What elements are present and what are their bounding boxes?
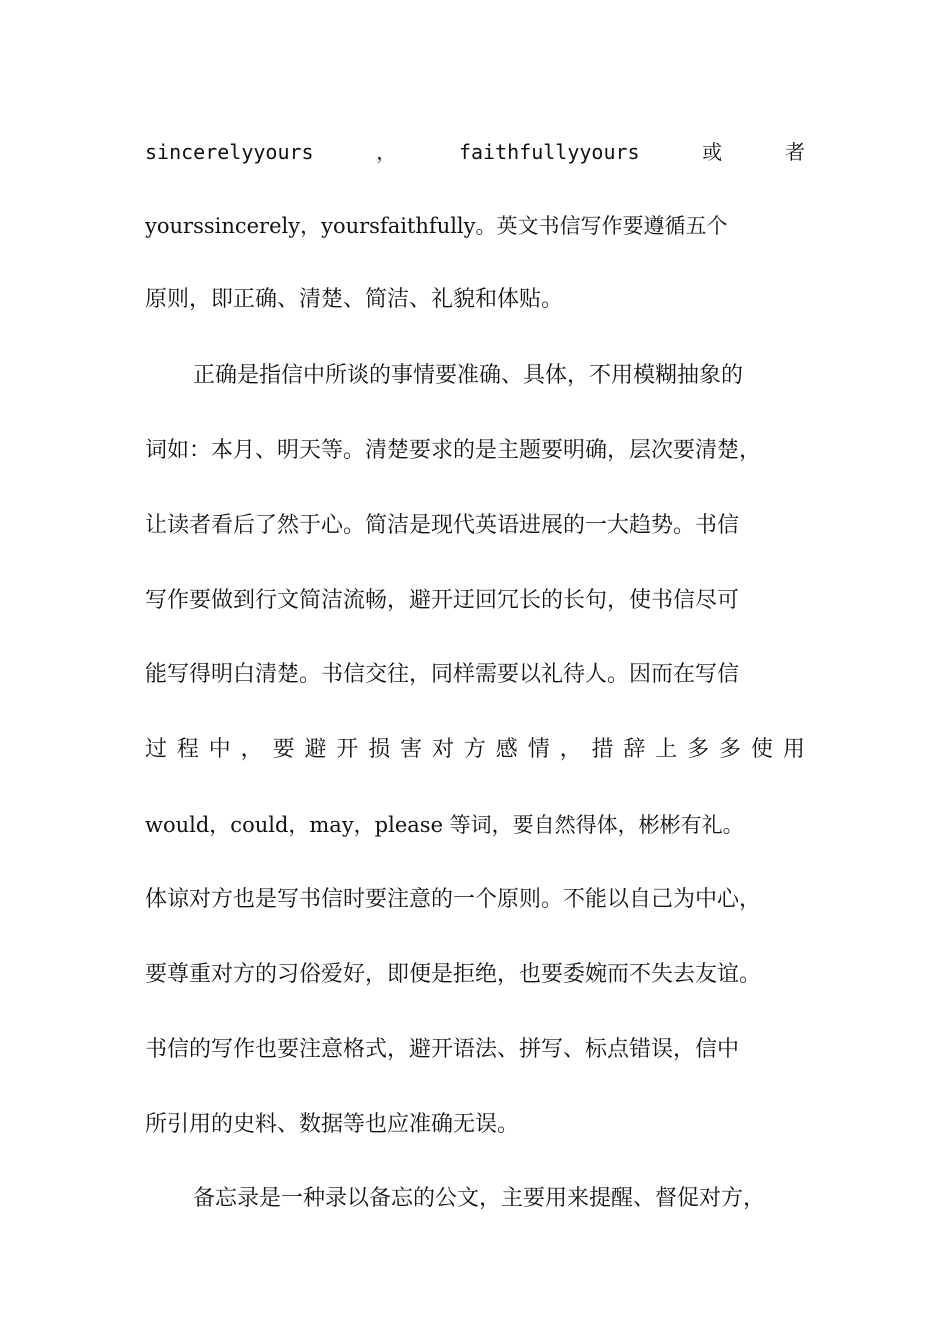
text-line-5: 词如：本月、明天等。清楚要求的是主题要明确，层次要清楚， xyxy=(145,438,762,463)
text-char: 措 xyxy=(591,737,614,762)
text-char: 避 xyxy=(304,737,327,762)
text-word: ， xyxy=(376,140,397,164)
text-char: 使 xyxy=(750,737,773,762)
text-line-1 xyxy=(145,137,805,167)
text-char: 对 xyxy=(432,737,455,762)
text-char: 损 xyxy=(368,737,391,762)
text-char: 要 xyxy=(272,737,295,762)
text-char: 辞 xyxy=(623,737,646,762)
text-char: 多 xyxy=(687,737,710,762)
text-char: ， xyxy=(559,737,582,762)
text-line-8: 能写得明白清楚。书信交往，同样需要以礼待人。因而在写信 xyxy=(145,662,740,687)
text-char: 上 xyxy=(655,737,678,762)
text-char: 程 xyxy=(176,737,199,762)
text-char: 方 xyxy=(463,737,486,762)
text-line-7: 写作要做到行文简洁流畅，避开迂回冗长的长句，使书信尽可 xyxy=(145,588,740,613)
text-line-11: 体谅对方也是写书信时要注意的一个原则。不能以自己为中心， xyxy=(145,887,762,912)
text-word: faithfullyyours xyxy=(458,140,640,164)
text-char: 中 xyxy=(208,737,231,762)
text-char: 过 xyxy=(145,737,168,762)
text-line-2: yourssincerely，yoursfaithfully。英文书信写作要遵循五个 xyxy=(145,214,728,238)
text-char: 感 xyxy=(495,737,518,762)
text-word: sincerelyyours xyxy=(145,140,314,164)
text-char: 开 xyxy=(336,737,359,762)
text-char: 情 xyxy=(527,737,550,762)
text-line-14: 所引用的史料、数据等也应准确无误。 xyxy=(145,1112,520,1137)
text-line-3: 原则，即正确、清楚、简洁、礼貌和体贴。 xyxy=(145,287,564,312)
text-line-9 xyxy=(145,735,805,765)
text-char: 多 xyxy=(719,737,742,762)
text-char: 害 xyxy=(400,737,423,762)
text-word: 者 xyxy=(784,140,805,164)
text-char: 用 xyxy=(782,737,805,762)
paragraph-first-line: 正确是指信中所谈的事情要准确、具体，不用模糊抽象的 xyxy=(193,363,744,388)
text-line-13: 书信的写作也要注意格式，避开语法、拼写、标点错误，信中 xyxy=(145,1037,740,1062)
text-char: ， xyxy=(240,737,263,762)
text-line-10: would，could，may，please 等词，要自然得体，彬彬有礼。 xyxy=(145,813,744,837)
text-line-12: 要尊重对方的习俗爱好，即便是拒绝，也要委婉而不失去友谊。 xyxy=(145,962,762,987)
paragraph-first-line: 备忘录是一种录以备忘的公文，主要用来提醒、督促对方， xyxy=(193,1186,766,1211)
text-line-6: 让读者看后了然于心。简洁是现代英语进展的一大趋势。书信 xyxy=(145,513,740,538)
text-word: 或 xyxy=(702,140,723,164)
